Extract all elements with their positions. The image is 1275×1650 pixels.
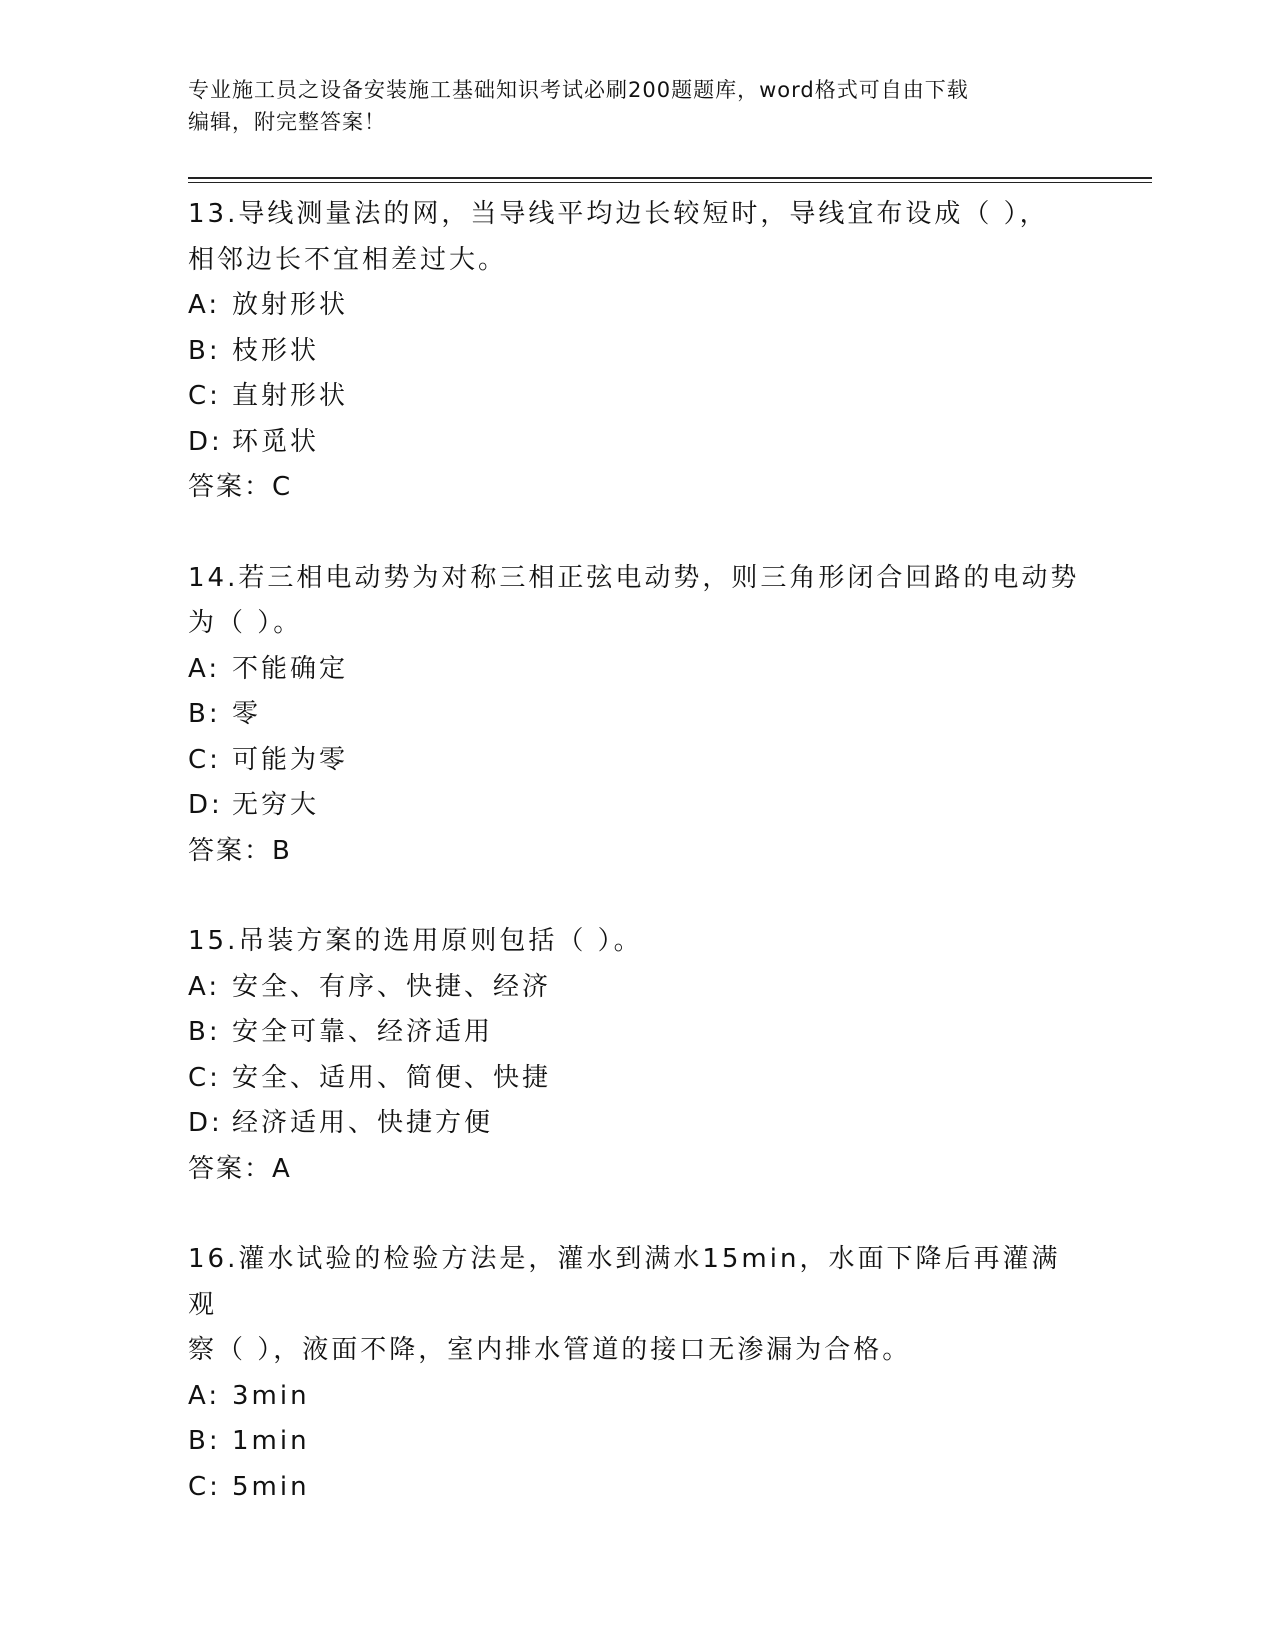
option-b [188,329,1088,375]
option-text: 无穷大 [232,790,320,820]
option-key: C: [188,1471,221,1502]
option-key: C: [188,381,221,411]
option-text: 经济适用、快捷方便 [232,1108,494,1138]
question-16 [188,1237,1088,1510]
option-text: 安全、适用、简便、快捷 [232,1062,552,1093]
option-text: 枝形状 [232,335,320,366]
document-header [188,74,1088,138]
option-text: 直射形状 [232,381,349,411]
option-c [188,738,1088,784]
option-key: A: [188,971,221,1002]
question-text-line-1: 14.若三相电动势为对称三相正弦电动势，则三角形闭合回路的电动势 [188,562,1080,593]
question-14 [188,556,1088,875]
option-d [188,783,1088,829]
option-text: 不能确定 [232,653,349,684]
option-key: A: [188,653,221,684]
option-text: 3min [232,1380,310,1411]
question-15 [188,919,1088,1192]
header-title-line-1: 专业施工员之设备安装施工基础知识考试必刷200题题库，word格式可自由下载 [188,78,969,102]
option-a [188,283,1088,329]
header-title-line-2: 编辑，附完整答案！ [188,110,386,134]
option-key: A: [188,290,221,320]
option-b [188,1419,1088,1465]
question-text-line-1: 16.灌水试验的检验方法是，灌水到满水15min，水面下降后再灌满观 [188,1244,1061,1320]
option-text: 环觅状 [232,426,320,457]
header-divider-thin [188,182,1152,183]
question-list [188,192,1088,1555]
option-key: A: [188,1380,221,1411]
option-key: D: [188,1108,223,1138]
option-key: B: [188,335,221,366]
option-a [188,647,1088,693]
option-text: 可能为零 [232,744,349,775]
option-b [188,1010,1088,1056]
option-d [188,420,1088,466]
answer-line: 答案：C [188,472,293,502]
option-key: B: [188,1017,221,1047]
question-text-line-1: 13.导线测量法的网，当导线平均边长较短时，导线宜布设成（ ）， [188,199,1049,229]
option-d [188,1101,1088,1147]
option-key: D: [188,426,223,457]
option-a [188,1374,1088,1420]
question-text-line-2: 相邻边长不宜相差过大。 [188,244,508,275]
option-key: C: [188,744,221,775]
option-text: 放射形状 [232,290,349,320]
header-divider-thick [188,177,1152,179]
option-key: C: [188,1062,221,1093]
question-13 [188,192,1088,511]
option-key: B: [188,1426,221,1456]
option-c [188,1465,1088,1511]
option-text: 5min [232,1471,310,1502]
option-b [188,692,1088,738]
question-text-line-2: 察（ ），液面不降，室内排水管道的接口无渗漏为合格。 [188,1335,912,1365]
option-text: 安全、有序、快捷、经济 [232,971,552,1002]
option-key: D: [188,790,223,820]
question-text-line-1: 15.吊装方案的选用原则包括（ ）。 [188,926,643,956]
option-text: 安全可靠、经济适用 [232,1017,494,1047]
option-key: B: [188,699,221,729]
answer-line: 答案：B [188,835,292,866]
question-text-line-2: 为（ ）。 [188,608,303,638]
option-c [188,1056,1088,1102]
option-text: 零 [232,699,262,729]
option-text: 1min [232,1426,310,1456]
option-a [188,965,1088,1011]
answer-line: 答案：A [188,1153,292,1184]
option-c [188,374,1088,420]
